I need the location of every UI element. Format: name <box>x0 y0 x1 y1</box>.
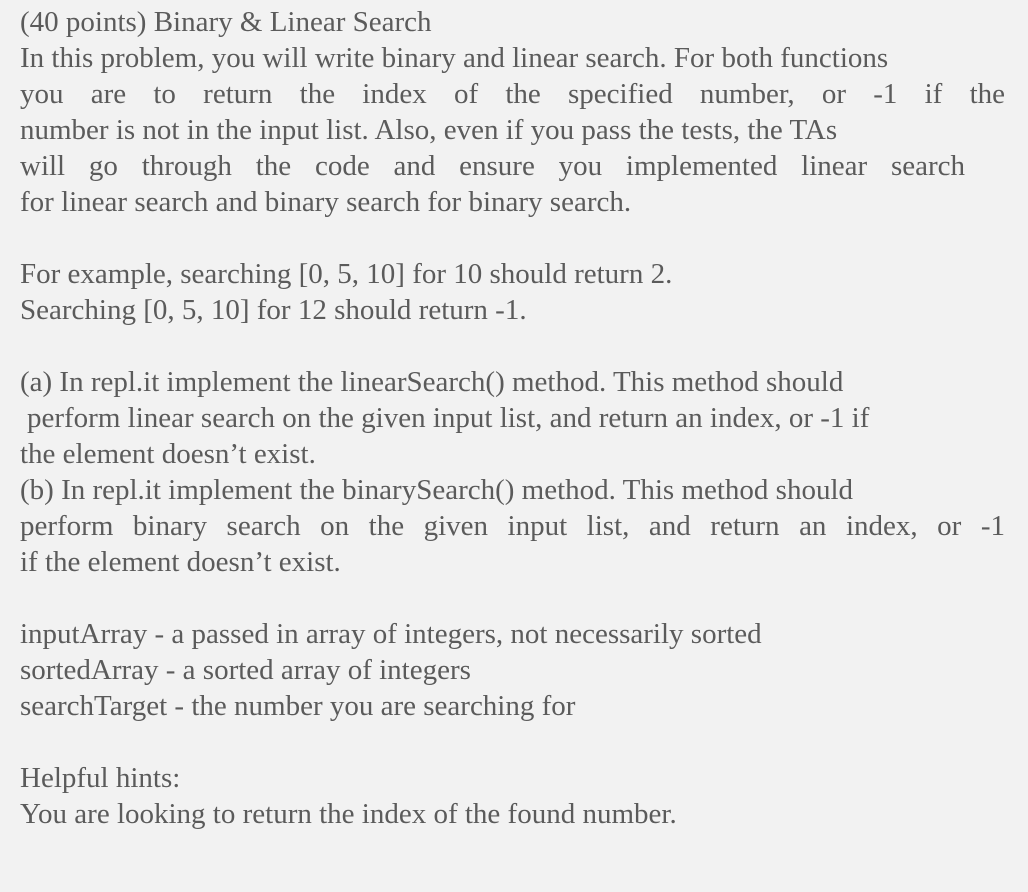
intro-line: you are to return the index of the specified number, or -1 if the <box>20 78 1005 110</box>
parameter-line: inputArray - a passed in array of integers, not necessarily sorted <box>20 618 762 650</box>
spacer <box>20 724 1005 760</box>
example-line: For example, searching [0, 5, 10] for 10 should return 2. <box>20 258 673 290</box>
intro-line: number is not in the input list. Also, even if you pass the tests, the TAs <box>20 114 838 146</box>
hints-heading: Helpful hints: <box>20 762 181 794</box>
problem-title: (40 points) Binary & Linear Search <box>20 6 432 38</box>
part-a <box>20 364 1005 472</box>
problem-document <box>20 4 1005 832</box>
part-a-line: (a) In repl.it implement the linearSearch() method. This method should <box>20 366 844 398</box>
part-a-line: the element doesn’t exist. <box>20 438 316 470</box>
intro-paragraph <box>20 40 1005 220</box>
intro-line: In this problem, you will write binary and linear search. For both functions <box>20 42 889 74</box>
part-b-line: (b) In repl.it implement the binarySearch() method. This method should <box>20 474 854 506</box>
spacer <box>20 220 1005 256</box>
part-b <box>20 472 1005 580</box>
spacer <box>20 328 1005 364</box>
part-b-line: perform binary search on the given input list, and return an index, or -1 <box>20 510 1005 542</box>
examples-paragraph <box>20 256 1005 328</box>
part-a-line: perform linear search on the given input list, and return an index, or -1 if <box>27 402 870 434</box>
hint-line: You are looking to return the index of the found number. <box>20 798 677 830</box>
intro-line: for linear search and binary search for binary search. <box>20 186 632 218</box>
parameters-list <box>20 616 1005 724</box>
parameter-line: searchTarget - the number you are searching for <box>20 690 576 722</box>
part-b-line: if the element doesn’t exist. <box>20 546 341 578</box>
example-line: Searching [0, 5, 10] for 12 should return -1. <box>20 294 527 326</box>
intro-line: will go through the code and ensure you implemented linear search <box>20 150 965 182</box>
parameter-line: sortedArray - a sorted array of integers <box>20 654 471 686</box>
spacer <box>20 580 1005 616</box>
hints-section <box>20 760 1005 832</box>
